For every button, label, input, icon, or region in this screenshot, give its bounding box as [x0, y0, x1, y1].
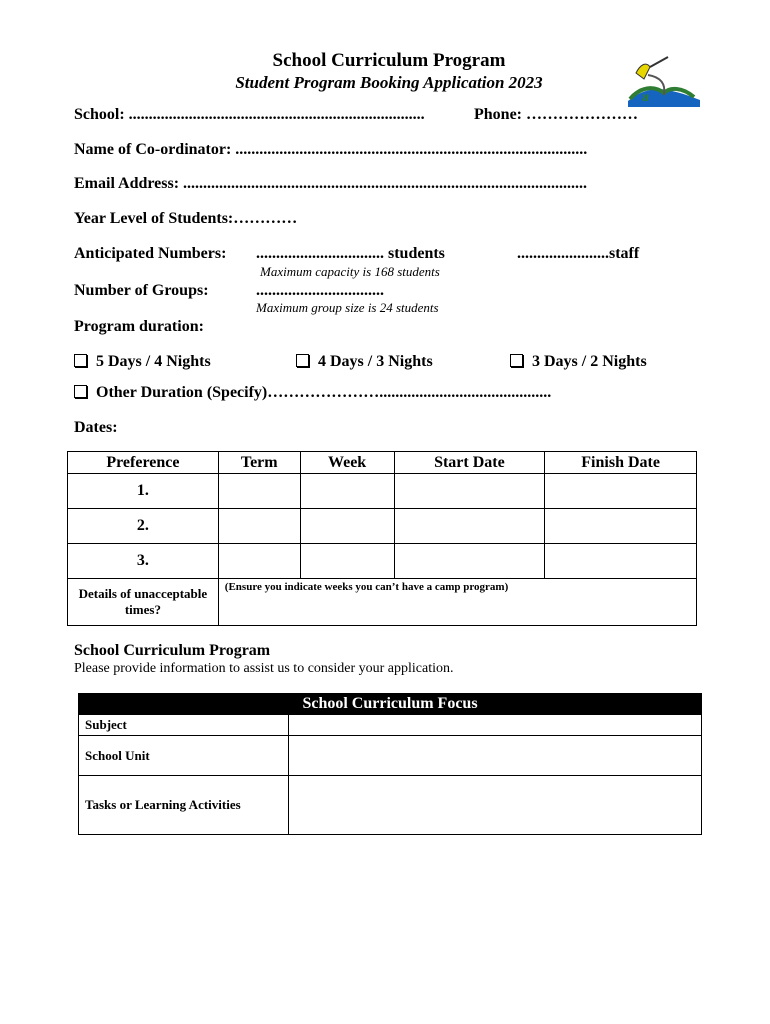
coordinator-field[interactable]: Name of Co-ordinator: ........................................................................................: [74, 141, 588, 158]
table-row: [68, 509, 697, 544]
tasks-field[interactable]: [288, 776, 701, 835]
week-cell[interactable]: [300, 544, 394, 579]
table-row: [68, 474, 697, 509]
table-row: [79, 715, 702, 736]
max-capacity-hint: Maximum capacity is 168 students: [260, 264, 440, 279]
finish-date-cell[interactable]: [545, 474, 697, 509]
duration-option-3-days[interactable]: 3 Days / 2 Nights: [510, 353, 647, 371]
duration-option-4-days[interactable]: 4 Days / 3 Nights: [296, 353, 433, 371]
table-row: [79, 776, 702, 835]
phone-field[interactable]: Phone: …………………: [474, 106, 638, 123]
details-row: [68, 579, 697, 626]
start-date-cell[interactable]: [394, 509, 545, 544]
checkbox-icon[interactable]: [296, 354, 309, 367]
table-row: [68, 544, 697, 579]
checkbox-icon[interactable]: [74, 385, 87, 398]
col-start-date: Start Date: [394, 452, 545, 474]
email-field[interactable]: Email Address: .....................................................................................................: [74, 175, 588, 192]
table-row: [79, 736, 702, 776]
details-note: (Ensure you indicate weeks you can’t have a camp program): [224, 581, 509, 593]
staff-field[interactable]: .......................staff: [517, 245, 640, 262]
col-term: Term: [218, 452, 300, 474]
finish-date-cell[interactable]: [545, 509, 697, 544]
program-duration-label: Program duration:: [74, 318, 204, 335]
preference-1: 1.: [68, 474, 219, 509]
col-week: Week: [300, 452, 394, 474]
students-field[interactable]: ................................ students: [256, 245, 445, 262]
curriculum-instruction: Please provide information to assist us to consider your application.: [74, 661, 454, 676]
page-subtitle: Student Program Booking Application 2023: [235, 73, 543, 92]
finish-date-cell[interactable]: [545, 544, 697, 579]
svg-text:ᴚ: ᴚ: [642, 90, 649, 105]
col-preference: Preference: [68, 452, 219, 474]
tasks-label: Tasks or Learning Activities: [79, 776, 289, 835]
start-date-cell[interactable]: [394, 544, 545, 579]
anticipated-numbers-label: Anticipated Numbers:: [74, 245, 227, 262]
details-label: Details of unacceptable times?: [68, 579, 219, 626]
col-finish-date: Finish Date: [545, 452, 697, 474]
dates-label: Dates:: [74, 419, 118, 436]
term-cell[interactable]: [218, 509, 300, 544]
subject-field[interactable]: [288, 715, 701, 736]
curriculum-focus-title: School Curriculum Focus: [79, 694, 702, 715]
curriculum-focus-table: [78, 693, 702, 835]
checkbox-icon[interactable]: [74, 354, 87, 367]
term-cell[interactable]: [218, 544, 300, 579]
start-date-cell[interactable]: [394, 474, 545, 509]
details-field[interactable]: [218, 579, 696, 626]
week-cell[interactable]: [300, 474, 394, 509]
preference-3: 3.: [68, 544, 219, 579]
curriculum-heading: School Curriculum Program: [74, 642, 271, 659]
duration-option-5-days[interactable]: 5 Days / 4 Nights: [74, 353, 211, 371]
subject-label: Subject: [79, 715, 289, 736]
school-field[interactable]: School: ..........................................................................: [74, 106, 425, 123]
organization-logo: [620, 53, 702, 111]
dates-header-row: [68, 452, 697, 474]
dates-table: [67, 451, 697, 626]
page-title: School Curriculum Program: [272, 50, 506, 71]
groups-label: Number of Groups:: [74, 282, 209, 299]
max-group-hint: Maximum group size is 24 students: [256, 300, 439, 315]
preference-2: 2.: [68, 509, 219, 544]
year-level-field[interactable]: Year Level of Students:…………: [74, 210, 298, 227]
groups-field[interactable]: ................................: [256, 282, 384, 299]
checkbox-icon[interactable]: [510, 354, 523, 367]
term-cell[interactable]: [218, 474, 300, 509]
school-unit-field[interactable]: [288, 736, 701, 776]
duration-option-other[interactable]: Other Duration (Specify)…………………...........................................: [74, 384, 551, 402]
school-unit-label: School Unit: [79, 736, 289, 776]
week-cell[interactable]: [300, 509, 394, 544]
